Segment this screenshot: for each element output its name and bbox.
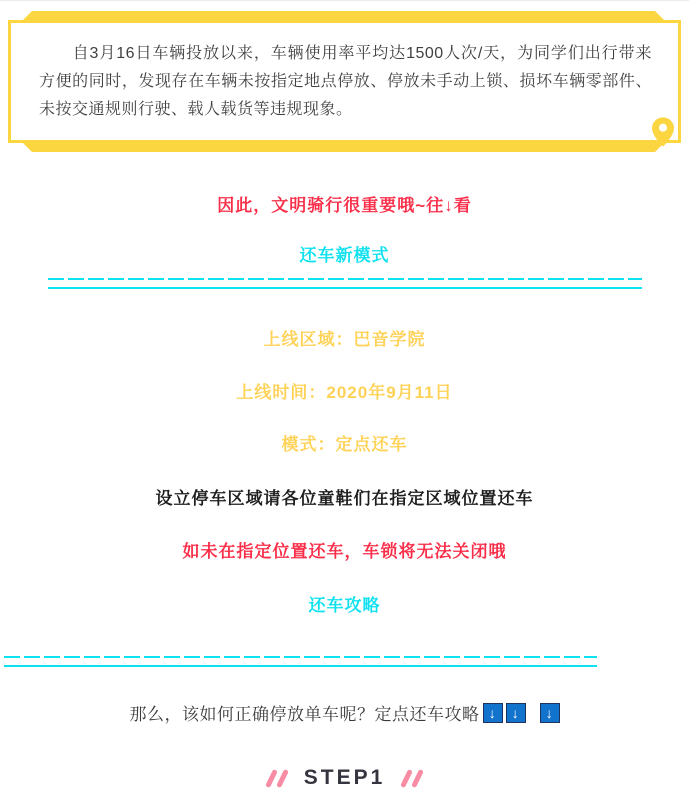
section-divider-top [48, 278, 642, 289]
step-label: STEP1 [303, 766, 386, 789]
divider-solid-line [4, 665, 597, 667]
divider-dashed-line [4, 656, 597, 658]
divider-dashed-line [48, 278, 642, 280]
down-arrow-icon: ↓ [506, 703, 526, 723]
slash-stroke [276, 768, 289, 787]
heading-civility-reminder: 因此，文明骑行很重要哦~往↓看 [217, 196, 472, 215]
heading-launch-time: 上线时间：2020年9月11日 [236, 383, 453, 402]
heading-launch-region: 上线区域：巴音学院 [263, 330, 426, 349]
heading-mode: 模式：定点还车 [281, 435, 408, 454]
step1-heading [0, 766, 689, 790]
top-hairline [0, 0, 689, 1]
slash-stroke [411, 768, 424, 787]
down-arrow-icon: ↓ [483, 703, 503, 723]
heading-return-guide: 还车攻略 [308, 596, 381, 615]
slash-decoration-right [401, 769, 423, 788]
notice-box [8, 11, 681, 143]
section-divider-bottom [4, 656, 597, 667]
heading-new-return-mode: 还车新模式 [299, 246, 390, 265]
question-text: 那么，该如何正确停放单车呢？定点还车攻略 [129, 705, 480, 724]
notice-box-bottom-bar [22, 142, 665, 152]
notice-box-frame [8, 20, 681, 143]
question-line [0, 700, 689, 725]
heading-lock-warning: 如未在指定位置还车，车锁将无法关闭哦 [182, 542, 507, 561]
divider-solid-line [48, 287, 642, 289]
down-arrow-icon: ↓ [540, 703, 560, 723]
slash-decoration-left [266, 769, 288, 788]
notice-paragraph: 自3月16日车辆投放以来，车辆使用率平均达1500人次/天，为同学们出行带来方便的同时，发现存在车辆未按指定地点停放、停放未手动上锁、损坏车辆零部件、未按交通规则行驶、载人载货等违规现象。 [39, 45, 652, 118]
heading-parking-zone-notice: 设立停车区域请各位童鞋们在指定区域位置还车 [155, 489, 534, 508]
